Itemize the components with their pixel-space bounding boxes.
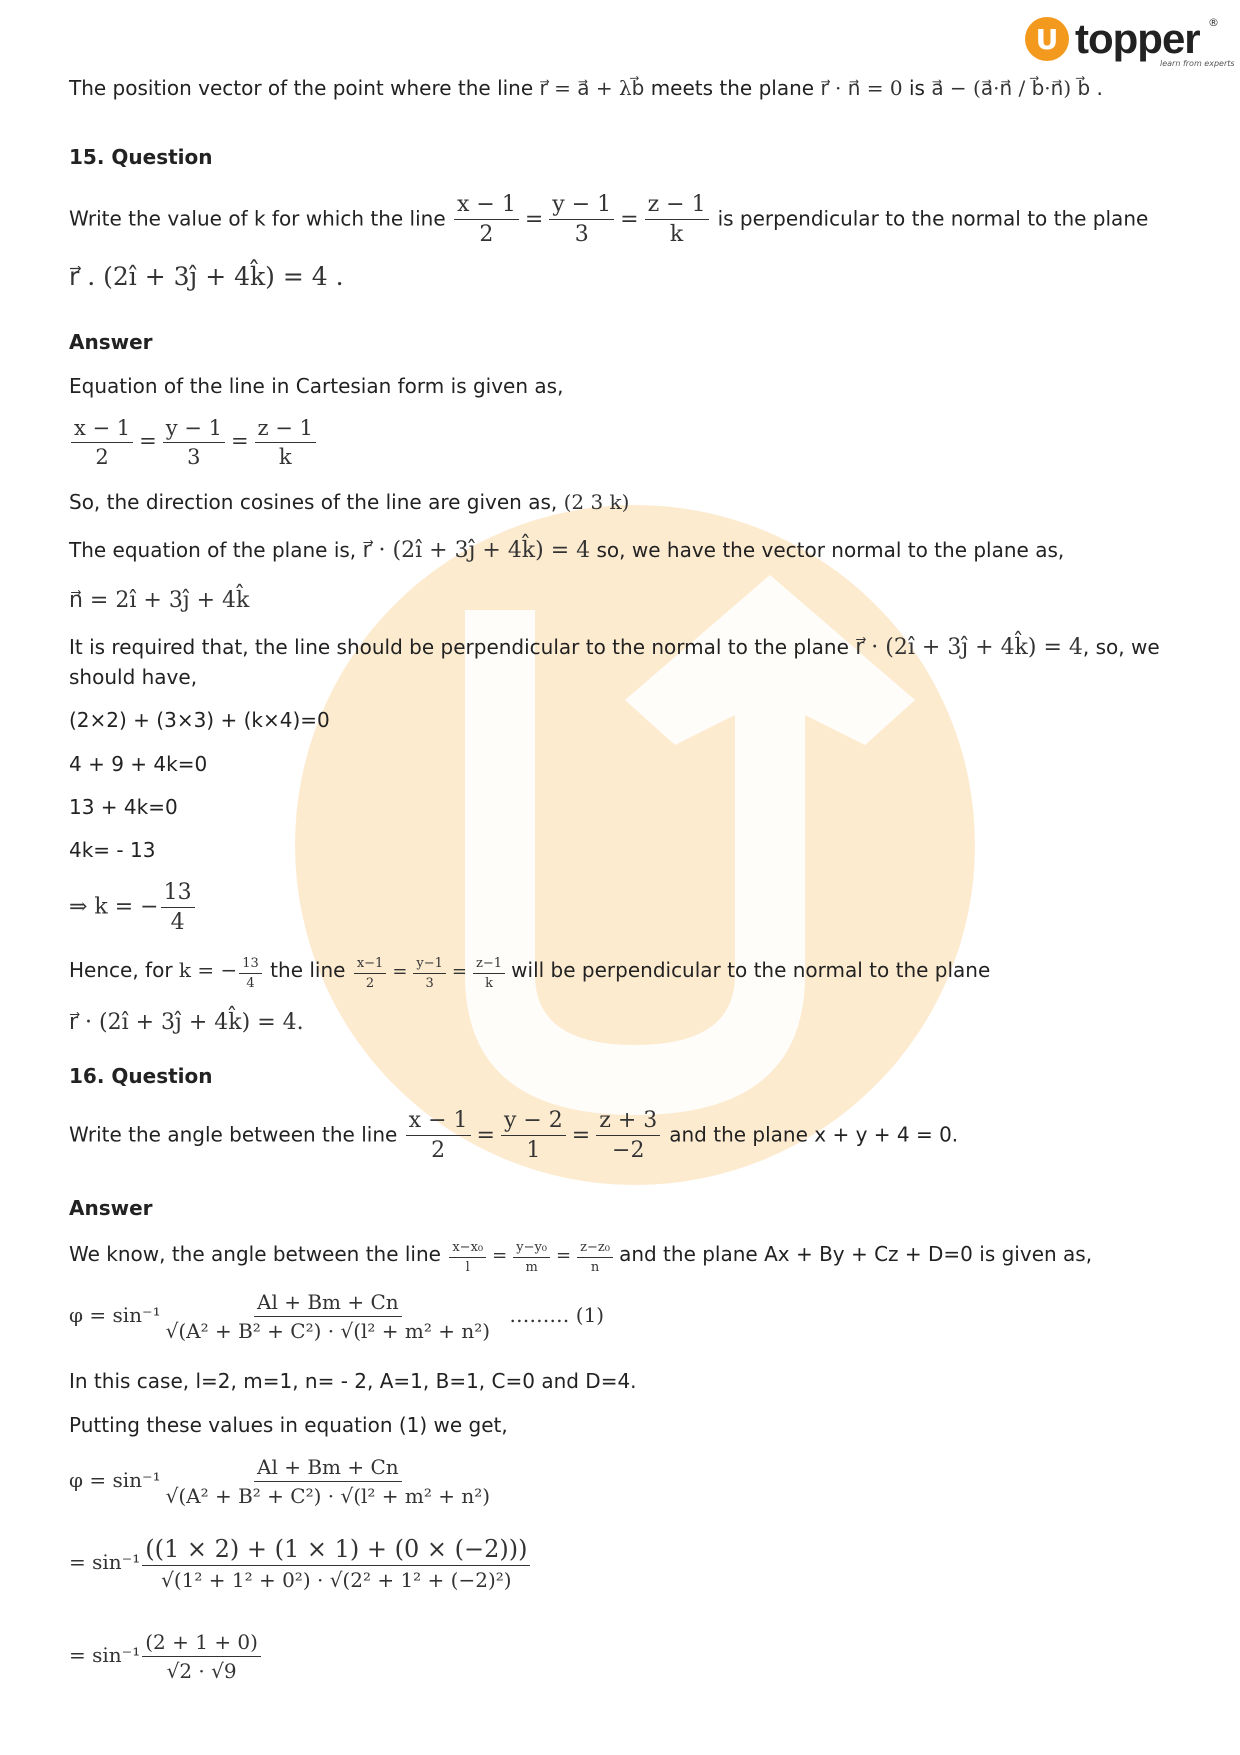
brand-logo (1025, 15, 1200, 63)
intro-plane-eq: r⃗ · n⃗ = 0 (820, 76, 903, 100)
intro-text-3: is (908, 76, 925, 100)
q16-a2: In this case, l=2, m=1, n= - 2, A=1, B=1, C=0 and D=4. (69, 1369, 637, 1393)
intro-text-2: meets the plane (650, 76, 815, 100)
q16-question: Write the angle between the line $\frac{x - 1}{2}$ = $\frac{y - 2}{1}$ = $\frac{z + 3}{-2}$ and the plane x + y + 4 = 0. (69, 1108, 959, 1163)
q15-step-1: (2×2) + (3×3) + (k×4)=0 (69, 708, 330, 732)
q15-question-text-2: is perpendicular to the normal to the plane (717, 206, 1149, 231)
angle-simplified: = sin⁻¹ $\frac{(2 + 1 + 0)}{√2 \cdot √9}$ (69, 1630, 263, 1683)
q15-a4-cont: should have, (69, 665, 198, 689)
logo-text: topper (1075, 15, 1200, 62)
q15-a1: Equation of the line in Cartesian form is given as, (69, 374, 564, 398)
angle-formula-2: φ = sin⁻¹ $\frac{Al + Bm + Cn}{\text{√(A² + B² + C²) · √(l² + m² + n²)}}$ (69, 1455, 491, 1508)
q15-answer-label: Answer (69, 330, 153, 354)
registered-mark: ® (1208, 16, 1219, 29)
angle-substitution: = sin⁻¹ $\frac{((1 \times 2) + (1 \times 1) + (0 \times (-2)))}{\text{√(1² + 1² + 0²) · √(2² + 1² + (−2)²)}}$ (69, 1535, 532, 1592)
plane-eq: r⃗ · (2î + 3ĵ + 4k̂) = 4 (362, 538, 591, 563)
k-result: ⇒ k = − $\frac{13}{4}$ (69, 880, 197, 935)
q16-a3: Putting these values in equation (1) we get, (69, 1413, 508, 1437)
q15-step-2: 4 + 9 + 4k=0 (69, 752, 208, 776)
watermark-arrow-icon (295, 505, 975, 1185)
q15-plane-eq: r⃗ . (2î + 3ĵ + 4k̂) = 4 . (69, 262, 344, 291)
q15-heading: 15. Question (69, 145, 213, 169)
q15-conclusion: Hence, for k = − $\frac{13}{4}$ the line $\frac{x-1}{2}$ = $\frac{y-1}{3}$ = $\frac{z-1}{k}$ will be perpendicular to the normal to the plane (69, 956, 991, 991)
q15-cartesian-eq: $\frac{x - 1}{2}$ = $\frac{y - 1}{3}$ = $\frac{z - 1}{k}$ (69, 416, 318, 469)
q15-frac-y: $\frac{y - 1}{3}$ (549, 192, 614, 247)
angle-formula: φ = sin⁻¹ $\frac{Al + Bm + Cn}{\text{√(A² + B² + C²) · √(l² + m² + n²)}}$ ……… (1) (69, 1290, 605, 1343)
q15-final-plane-eq: r⃗ · (2î + 3ĵ + 4k̂) = 4. (69, 1010, 304, 1035)
q16-answer-label: Answer (69, 1196, 153, 1220)
q15-question: Write the value of k for which the line $\frac{x - 1}{2}$ = $\frac{y - 1}{3}$ = $\frac{z - 1}{k}$ is perpendicular to the normal to the plane (69, 192, 1149, 247)
q15-a3: The equation of the plane is, r⃗ · (2î + 3ĵ + 4k̂) = 4 so, we have the vector normal to the plane as, (69, 538, 1065, 563)
q15-step-4: 4k= - 13 (69, 838, 156, 862)
q16-heading: 16. Question (69, 1064, 213, 1088)
intro-line (69, 76, 1103, 100)
q15-a4: It is required that, the line should be perpendicular to the normal to the plane r⃗ · (2î + 3ĵ + 4k̂) = 4, so, we (69, 635, 1160, 660)
watermark (295, 505, 975, 1185)
logo-tagline: learn from experts (1160, 59, 1235, 68)
normal-vector-eq: n⃗ = 2î + 3ĵ + 4k̂ (69, 588, 250, 613)
logo-icon: U (1025, 17, 1069, 61)
q15-step-3: 13 + 4k=0 (69, 795, 178, 819)
q16-a1: We know, the angle between the line $\frac{\text{x−x₀}}{l}$ = $\frac{\text{y−y₀}}{m}$ = $\frac{\text{z−z₀}}{n}$ and the plane Ax + By + Cz + D=0 is given as, (69, 1240, 1093, 1275)
intro-line-eq: r⃗ = a⃗ + λb⃗ (539, 76, 645, 100)
q15-a2: So, the direction cosines of the line are given as, (2 3 k) (69, 490, 630, 514)
intro-text-1: The position vector of the point where the line (69, 76, 534, 100)
direction-cosines: (2 3 k) (563, 490, 630, 514)
intro-text-4: . (1096, 76, 1103, 100)
q15-frac-z: $\frac{z - 1}{k}$ (645, 192, 709, 247)
intro-result-eq: a⃗ − (a⃗·n⃗ / b⃗·n⃗) b⃗ (931, 76, 1091, 100)
q15-question-text: Write the value of k for which the line (69, 206, 446, 231)
q15-frac-x: $\frac{x - 1}{2}$ (454, 192, 519, 247)
